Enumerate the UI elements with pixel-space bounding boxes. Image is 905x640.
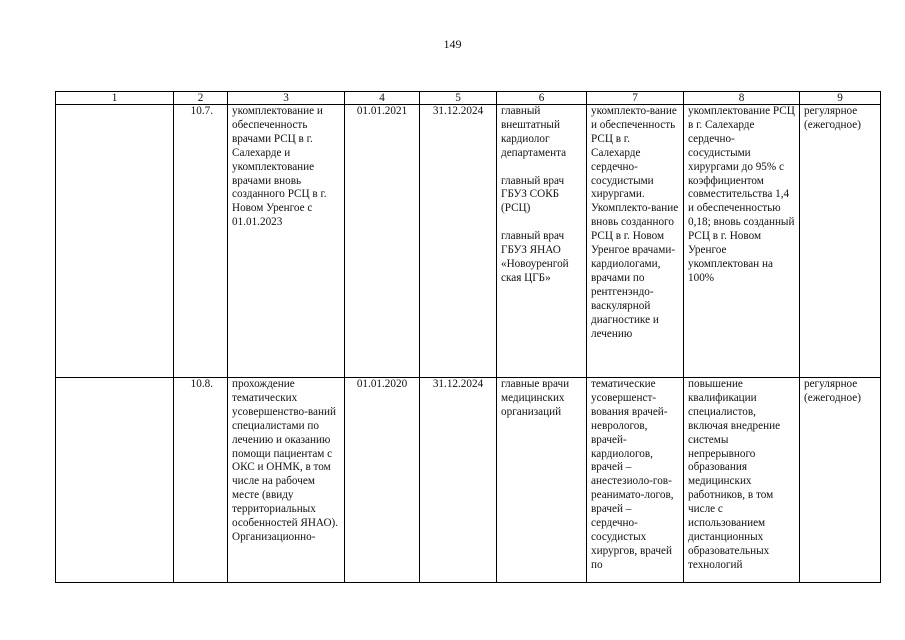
header-cell-7: 7 (587, 92, 684, 105)
event-cell: укомплектование и обеспеченность врачами РСЦ в г. Салехарде и укомплектование врачами вновь созданного РСЦ в г. Новом Уренгое с 01.01.2023 (228, 105, 345, 378)
row-number: 10.8. (174, 378, 228, 583)
page-number: 149 (443, 37, 462, 51)
header-cell-6: 6 (497, 92, 587, 105)
frequency-text: регулярное (ежегодное) (804, 105, 861, 131)
row-col1-cell (56, 378, 174, 583)
frequency-cell: регулярное (ежегодное) (800, 378, 881, 583)
header-cell-5: 5 (420, 92, 497, 105)
header-cell-3: 3 (228, 92, 345, 105)
result-cell: тематические усовершенст-вования врачей-неврологов, врачей-кардиологов, врачей – анестезиоло-гов-реанимато-логов, врачей – сердечно-сосудистых хирургов, врачей по (587, 378, 684, 583)
start-date-cell: 01.01.2021 (345, 105, 420, 378)
responsible-cell: главный внештатный кардиолог департамента главный врач ГБУЗ СОКБ (РСЦ) главный врач ГБУЗ ЯНАО «Новоуренгой ская ЦГБ» (497, 105, 587, 378)
header-cell-8: 8 (684, 92, 800, 105)
row-col1-cell (56, 105, 174, 378)
table-row (56, 378, 881, 583)
end-date-cell: 31.12.2024 (420, 378, 497, 583)
table-row (56, 105, 881, 378)
indicator-cell: укомплектование РСЦ в г. Салехарде сердечно-сосудистыми хирургами до 95% с коэффициентом совместительства 1,4 и обеспеченностью 0,18; вновь созданный РСЦ в г. Новом Уренгое укомплектован на 100% (684, 105, 800, 378)
result-cell: укомплекто-вание и обеспеченность РСЦ в г. Салехарде сердечно-сосудистыми хирургами. Укомплекто-вание вновь созданного РСЦ в г. Новом Уренгое врачами-кардиологами, врачами по рентгенэндо-васкулярной диагностике и лечению (587, 105, 684, 378)
frequency-cell (800, 105, 881, 378)
event-cell: прохождение тематических усовершенство-ваний специалистами по лечению и оказанию помощи пациентам с ОКС и ОНМК, в том числе на рабочем месте (ввиду территориальных особенностей ЯНАО). Организационно- (228, 378, 345, 583)
indicator-cell: повышение квалификации специалистов, включая внедрение системы непрерывного образования медицинских работников, в том числе с использованием дистанционных образовательных технологий (684, 378, 800, 583)
start-date-cell: 01.01.2020 (345, 378, 420, 583)
responsible-cell: главные врачи медицинских организаций (497, 378, 587, 583)
header-cell-9: 9 (800, 92, 881, 105)
plan-table (55, 91, 881, 583)
header-cell-4: 4 (345, 92, 420, 105)
header-cell-1: 1 (56, 92, 174, 105)
end-date-cell: 31.12.2024 (420, 105, 497, 378)
row-number: 10.7. (174, 105, 228, 378)
header-row (56, 92, 881, 105)
header-cell-2: 2 (174, 92, 228, 105)
